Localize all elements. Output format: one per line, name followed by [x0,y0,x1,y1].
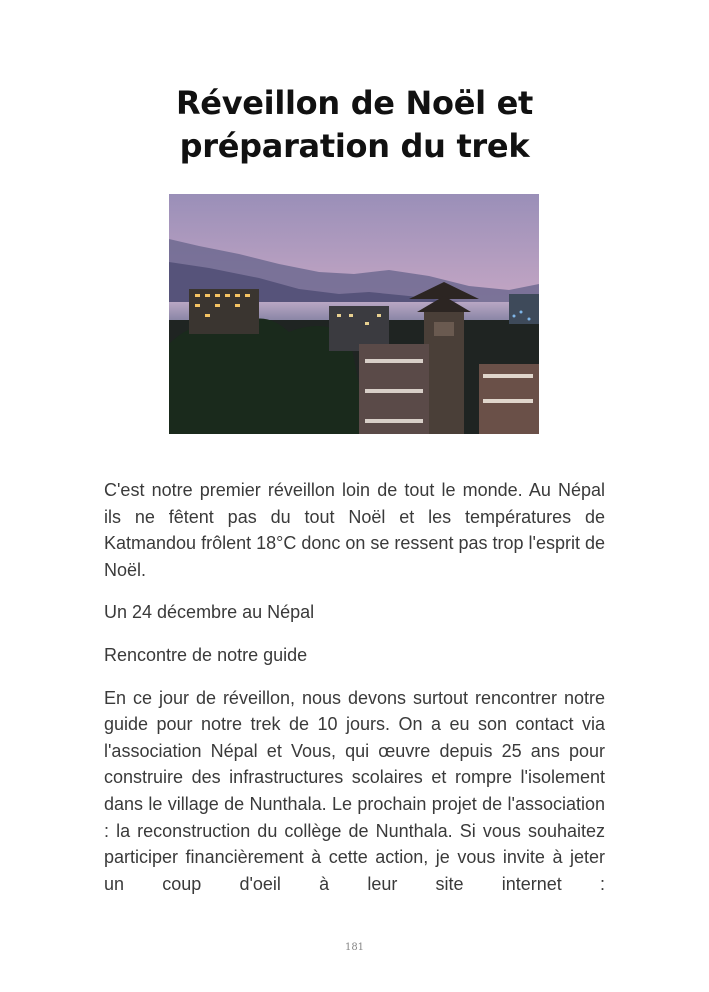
page-number: 181 [344,942,365,953]
photo-dusk-town [169,194,539,434]
paragraph-guide: En ce jour de réveillon, nous devons surtout rencontrer notre guide pour notre trek de 10 jours. On a eu son contact via l'association Népal et Vous, qui œuvre depuis 25 ans pour construire des infrastructures scolaires et rompre l'isolement dans le village de Nunthala. Le prochain projet de l'association : la reconstruction du collège de Nunthala. Si vous souhaitez participer financièrement à cette action, je vous invite à jeter un coup d'oeil à leur site internet : [104,687,605,894]
page-title-line-2: préparation du trek [179,127,530,165]
page-title [0,82,709,168]
body-text [104,477,605,913]
page-title-line-1: Réveillon de Noël et [175,84,534,122]
subheading-guide: Rencontre de notre guide [104,644,308,665]
paragraph-intro: C'est notre premier réveillon loin de tout le monde. Au Népal ils ne fêtent pas du tout Noël et les températures de Katmandou frôlent 18°C donc on se ressent pas trop l'esprit de Noël. [104,480,605,580]
subheading-date: Un 24 décembre au Népal [104,602,315,623]
